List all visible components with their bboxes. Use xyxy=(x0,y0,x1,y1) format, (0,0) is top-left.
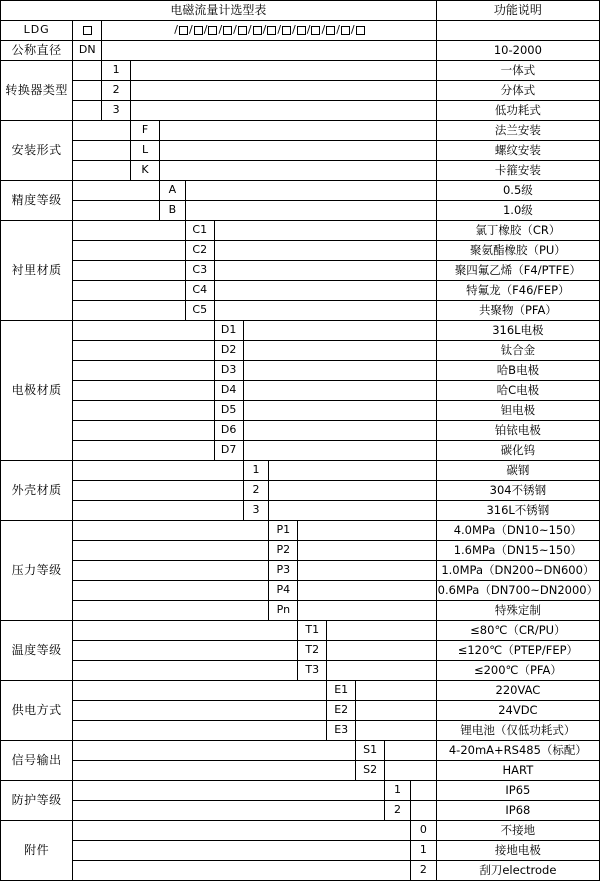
pad-left-7-4 xyxy=(73,601,269,621)
pad-right-4-0 xyxy=(214,221,436,241)
code-9-1: E2 xyxy=(327,701,356,721)
row-6-sub-1 xyxy=(1,481,600,501)
row-label-12: 附件 xyxy=(1,821,73,881)
row-6-sub-0 xyxy=(1,461,600,481)
desc-6-1: 304不锈钢 xyxy=(436,481,599,501)
pad-left-4-0 xyxy=(73,221,186,241)
row-label-3: 精度等级 xyxy=(1,181,73,221)
pad-left-5-4 xyxy=(73,401,214,421)
code-12-2: 2 xyxy=(410,861,436,881)
pad-left-1-1 xyxy=(73,81,102,101)
code-1-2: 3 xyxy=(102,101,131,121)
row-2-sub-2 xyxy=(1,161,600,181)
code-9-2: E3 xyxy=(327,721,356,741)
desc-6-0: 碳钢 xyxy=(436,461,599,481)
row-5-sub-2 xyxy=(1,361,600,381)
pad-left-9-0 xyxy=(73,681,327,701)
pad-left-5-5 xyxy=(73,421,214,441)
code-8-1: T2 xyxy=(298,641,327,661)
desc-12-1: 接地电极 xyxy=(436,841,599,861)
pad-right-1-1 xyxy=(131,81,437,101)
row-3-sub-1 xyxy=(1,201,600,221)
row-label-9: 供电方式 xyxy=(1,681,73,741)
pad-right-3-1 xyxy=(185,201,436,221)
pad-right-2-2 xyxy=(159,161,436,181)
desc-3-0: 0.5级 xyxy=(436,181,599,201)
pad-left-5-2 xyxy=(73,361,214,381)
pad-right-7-2 xyxy=(298,561,436,581)
pad-left-5-1 xyxy=(73,341,214,361)
desc-4-0: 氯丁橡胶（CR） xyxy=(436,221,599,241)
desc-1-1: 分体式 xyxy=(436,81,599,101)
desc-9-1: 24VDC xyxy=(436,701,599,721)
desc-8-0: ≤80℃（CR/PU） xyxy=(436,621,599,641)
row-blank-0 xyxy=(102,41,437,61)
row-12-sub-0 xyxy=(1,821,600,841)
row-label-0: 公称直径 xyxy=(1,41,73,61)
pad-right-10-0 xyxy=(385,741,437,761)
row-5-sub-1 xyxy=(1,341,600,361)
desc-3-1: 1.0级 xyxy=(436,201,599,221)
model-code-row xyxy=(1,21,600,41)
code-9-0: E1 xyxy=(327,681,356,701)
code-12-0: 0 xyxy=(410,821,436,841)
desc-9-2: 锂电池（仅低功耗式） xyxy=(436,721,599,741)
pad-left-6-1 xyxy=(73,481,243,501)
desc-2-2: 卡箍安装 xyxy=(436,161,599,181)
pad-left-9-2 xyxy=(73,721,327,741)
desc-12-0: 不接地 xyxy=(436,821,599,841)
code-10-1: S2 xyxy=(356,761,385,781)
pad-right-5-2 xyxy=(243,361,436,381)
code-5-5: D6 xyxy=(214,421,243,441)
pad-right-5-5 xyxy=(243,421,436,441)
desc-9-0: 220VAC xyxy=(436,681,599,701)
pad-left-11-0 xyxy=(73,781,385,801)
row-label-8: 温度等级 xyxy=(1,621,73,681)
row-code-0: DN xyxy=(73,41,102,61)
row-10-sub-1 xyxy=(1,761,600,781)
desc-8-2: ≤200℃（PFA） xyxy=(436,661,599,681)
row-8-sub-0 xyxy=(1,621,600,641)
row-2-sub-1 xyxy=(1,141,600,161)
row-4-sub-0 xyxy=(1,221,600,241)
pad-right-4-1 xyxy=(214,241,436,261)
pad-left-4-2 xyxy=(73,261,186,281)
row-9-sub-2 xyxy=(1,721,600,741)
pad-right-1-2 xyxy=(131,101,437,121)
row-desc-0: 10-2000 xyxy=(436,41,599,61)
code-4-3: C4 xyxy=(185,281,214,301)
pad-left-4-4 xyxy=(73,301,186,321)
desc-7-2: 1.0MPa（DN200~DN600） xyxy=(436,561,599,581)
code-2-0: F xyxy=(131,121,160,141)
pad-left-2-2 xyxy=(73,161,131,181)
code-6-0: 1 xyxy=(243,461,269,481)
pad-right-11-1 xyxy=(410,801,436,821)
pad-left-6-0 xyxy=(73,461,243,481)
pad-left-7-3 xyxy=(73,581,269,601)
pad-left-4-3 xyxy=(73,281,186,301)
pad-left-2-1 xyxy=(73,141,131,161)
desc-5-5: 铂铱电极 xyxy=(436,421,599,441)
desc-5-6: 碳化钨 xyxy=(436,441,599,461)
pad-left-3-1 xyxy=(73,201,160,221)
pad-right-2-1 xyxy=(159,141,436,161)
desc-1-0: 一体式 xyxy=(436,61,599,81)
pad-right-6-0 xyxy=(269,461,436,481)
code-5-6: D7 xyxy=(214,441,243,461)
row-7-sub-4 xyxy=(1,601,600,621)
desc-11-1: IP68 xyxy=(436,801,599,821)
pad-left-8-0 xyxy=(73,621,298,641)
pad-left-5-6 xyxy=(73,441,214,461)
desc-4-4: 共聚物（PFA） xyxy=(436,301,599,321)
row-7-sub-1 xyxy=(1,541,600,561)
pad-right-9-1 xyxy=(356,701,437,721)
row-5-sub-5 xyxy=(1,421,600,441)
row-6-sub-2 xyxy=(1,501,600,521)
code-11-0: 1 xyxy=(385,781,411,801)
desc-6-2: 316L不锈钢 xyxy=(436,501,599,521)
pad-left-3-0 xyxy=(73,181,160,201)
model-square-0 xyxy=(73,21,102,41)
pad-right-5-0 xyxy=(243,321,436,341)
code-12-1: 1 xyxy=(410,841,436,861)
model-prefix: LDG xyxy=(1,21,73,41)
pad-right-6-2 xyxy=(269,501,436,521)
row-label-6: 外壳材质 xyxy=(1,461,73,521)
code-6-1: 2 xyxy=(243,481,269,501)
pad-left-8-2 xyxy=(73,661,298,681)
table-title: 电磁流量计选型表 xyxy=(1,1,437,21)
code-7-1: P2 xyxy=(269,541,298,561)
desc-7-3: 0.6MPa（DN700~DN2000） xyxy=(436,581,599,601)
desc-5-2: 哈B电极 xyxy=(436,361,599,381)
row-9-sub-0 xyxy=(1,681,600,701)
desc-4-1: 聚氨酯橡胶（PU） xyxy=(436,241,599,261)
row-8-sub-2 xyxy=(1,661,600,681)
desc-10-1: HART xyxy=(436,761,599,781)
code-4-1: C2 xyxy=(185,241,214,261)
pad-left-2-0 xyxy=(73,121,131,141)
row-12-sub-1 xyxy=(1,841,600,861)
row-11-sub-1 xyxy=(1,801,600,821)
desc-11-0: IP65 xyxy=(436,781,599,801)
desc-7-0: 4.0MPa（DN10~150） xyxy=(436,521,599,541)
pad-right-4-4 xyxy=(214,301,436,321)
code-4-0: C1 xyxy=(185,221,214,241)
pad-left-1-2 xyxy=(73,101,102,121)
desc-10-0: 4-20mA+RS485（标配） xyxy=(436,741,599,761)
pad-left-6-2 xyxy=(73,501,243,521)
row-7-sub-3 xyxy=(1,581,600,601)
pad-left-7-0 xyxy=(73,521,269,541)
desc-1-2: 低功耗式 xyxy=(436,101,599,121)
pad-left-11-1 xyxy=(73,801,385,821)
pad-left-7-1 xyxy=(73,541,269,561)
row-4-sub-1 xyxy=(1,241,600,261)
row-5-sub-3 xyxy=(1,381,600,401)
model-square-group: / / / / / / / / / / / / / xyxy=(102,21,437,41)
pad-left-12-1 xyxy=(73,841,411,861)
desc-empty-top xyxy=(436,21,599,41)
desc-5-4: 钽电极 xyxy=(436,401,599,421)
title-row xyxy=(1,1,600,21)
desc-4-2: 聚四氟乙烯（F4/PTFE） xyxy=(436,261,599,281)
pad-right-7-4 xyxy=(298,601,436,621)
row-5-sub-6 xyxy=(1,441,600,461)
desc-12-2: 刮刀electrode xyxy=(436,861,599,881)
code-4-2: C3 xyxy=(185,261,214,281)
row-4-sub-3 xyxy=(1,281,600,301)
pad-left-1-0 xyxy=(73,61,102,81)
row-label-2: 安装形式 xyxy=(1,121,73,181)
pad-right-10-1 xyxy=(385,761,437,781)
pad-left-9-1 xyxy=(73,701,327,721)
code-8-0: T1 xyxy=(298,621,327,641)
code-5-3: D4 xyxy=(214,381,243,401)
pad-right-5-3 xyxy=(243,381,436,401)
code-7-3: P4 xyxy=(269,581,298,601)
pad-right-6-1 xyxy=(269,481,436,501)
code-8-2: T3 xyxy=(298,661,327,681)
row-4-sub-4 xyxy=(1,301,600,321)
row-3-sub-0 xyxy=(1,181,600,201)
pad-right-8-0 xyxy=(327,621,437,641)
pad-right-7-3 xyxy=(298,581,436,601)
desc-5-1: 钛合金 xyxy=(436,341,599,361)
pad-right-4-2 xyxy=(214,261,436,281)
code-7-0: P1 xyxy=(269,521,298,541)
code-1-1: 2 xyxy=(102,81,131,101)
pad-left-7-2 xyxy=(73,561,269,581)
pad-right-5-6 xyxy=(243,441,436,461)
pad-right-1-0 xyxy=(131,61,437,81)
pad-right-9-0 xyxy=(356,681,437,701)
code-7-2: P3 xyxy=(269,561,298,581)
row-7-sub-2 xyxy=(1,561,600,581)
row-9-sub-1 xyxy=(1,701,600,721)
pad-right-3-0 xyxy=(185,181,436,201)
pad-right-4-3 xyxy=(214,281,436,301)
desc-7-4: 特殊定制 xyxy=(436,601,599,621)
code-3-0: A xyxy=(159,181,185,201)
code-5-2: D3 xyxy=(214,361,243,381)
code-2-2: K xyxy=(131,161,160,181)
row-11-sub-0 xyxy=(1,781,600,801)
pad-left-5-0 xyxy=(73,321,214,341)
pad-left-12-0 xyxy=(73,821,411,841)
row-5-sub-0 xyxy=(1,321,600,341)
code-5-0: D1 xyxy=(214,321,243,341)
desc-7-1: 1.6MPa（DN15~150） xyxy=(436,541,599,561)
pad-right-7-1 xyxy=(298,541,436,561)
row-5-sub-4 xyxy=(1,401,600,421)
row-2-sub-0 xyxy=(1,121,600,141)
code-5-1: D2 xyxy=(214,341,243,361)
row-1-sub-1 xyxy=(1,81,600,101)
row-0 xyxy=(1,41,600,61)
desc-4-3: 特氟龙（F46/FEP） xyxy=(436,281,599,301)
row-1-sub-0 xyxy=(1,61,600,81)
row-12-sub-2 xyxy=(1,861,600,881)
code-6-2: 3 xyxy=(243,501,269,521)
desc-header: 功能说明 xyxy=(436,1,599,21)
row-8-sub-1 xyxy=(1,641,600,661)
code-7-4: Pn xyxy=(269,601,298,621)
pad-right-5-1 xyxy=(243,341,436,361)
pad-left-5-3 xyxy=(73,381,214,401)
row-label-4: 衬里材质 xyxy=(1,221,73,321)
pad-right-8-2 xyxy=(327,661,437,681)
pad-left-10-1 xyxy=(73,761,356,781)
pad-left-10-0 xyxy=(73,741,356,761)
row-7-sub-0 xyxy=(1,521,600,541)
row-label-11: 防护等级 xyxy=(1,781,73,821)
pad-right-8-1 xyxy=(327,641,437,661)
pad-left-12-2 xyxy=(73,861,411,881)
row-10-sub-0 xyxy=(1,741,600,761)
pad-right-11-0 xyxy=(410,781,436,801)
desc-2-1: 螺纹安装 xyxy=(436,141,599,161)
pad-right-2-0 xyxy=(159,121,436,141)
code-2-1: L xyxy=(131,141,160,161)
row-label-5: 电极材质 xyxy=(1,321,73,461)
code-5-4: D5 xyxy=(214,401,243,421)
pad-left-8-1 xyxy=(73,641,298,661)
code-4-4: C5 xyxy=(185,301,214,321)
desc-5-0: 316L电极 xyxy=(436,321,599,341)
row-1-sub-2 xyxy=(1,101,600,121)
desc-2-0: 法兰安装 xyxy=(436,121,599,141)
row-label-7: 压力等级 xyxy=(1,521,73,621)
code-11-1: 2 xyxy=(385,801,411,821)
desc-8-1: ≤120℃（PTEP/FEP） xyxy=(436,641,599,661)
code-1-0: 1 xyxy=(102,61,131,81)
row-label-1: 转换器类型 xyxy=(1,61,73,121)
row-4-sub-2 xyxy=(1,261,600,281)
code-10-0: S1 xyxy=(356,741,385,761)
pad-right-9-2 xyxy=(356,721,437,741)
pad-left-4-1 xyxy=(73,241,186,261)
pad-right-5-4 xyxy=(243,401,436,421)
pad-right-7-0 xyxy=(298,521,436,541)
desc-5-3: 哈C电极 xyxy=(436,381,599,401)
row-label-10: 信号输出 xyxy=(1,741,73,781)
code-3-1: B xyxy=(159,201,185,221)
